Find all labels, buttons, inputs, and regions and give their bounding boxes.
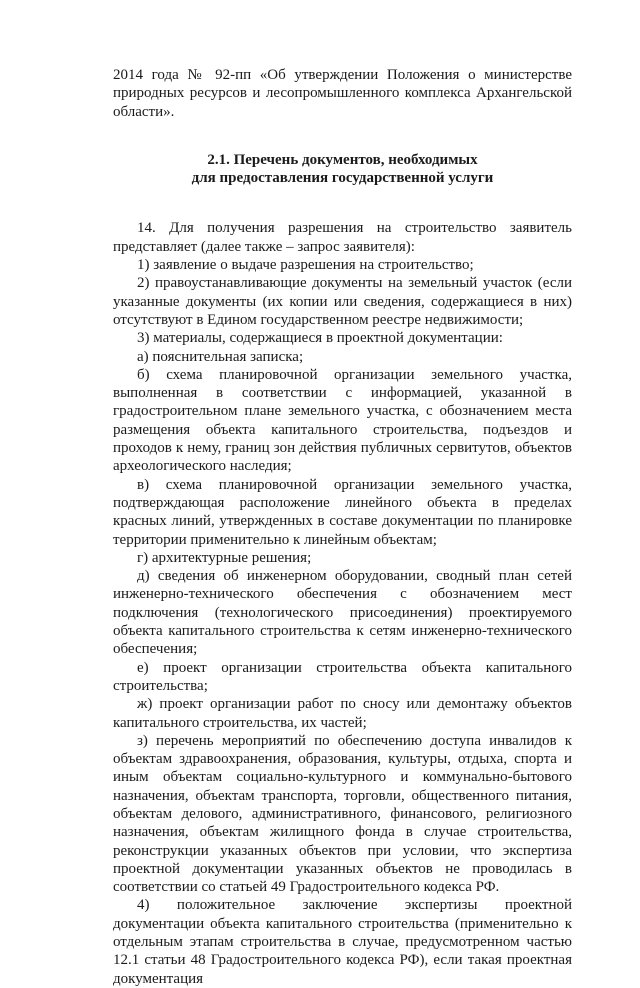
paragraph-item-1: 1) заявление о выдаче разрешения на строительство; — [137, 257, 474, 274]
paragraph-14: 14. Для получения разрешения на строительство заявитель представляет (далее также – запрос заявителя): — [113, 220, 572, 255]
paragraph-item-3e: е) проект организации строительства объекта капитального строительства; — [113, 659, 572, 694]
document-body — [113, 66, 572, 988]
section-heading-line-1: 2.1. Перечень документов, необходимых — [207, 151, 478, 168]
intro-paragraph: 2014 года № 92-пп «Об утверждении Положения о министерстве природных ресурсов и лесопромышленного комплекса Архангельской области». — [113, 67, 572, 120]
section-heading — [113, 151, 572, 188]
paragraph-item-4: 4) положительное заключение экспертизы проектной документации объекта капитального строительства (применительно к отдельным этапам строительства в случае, предусмотренном частью 12.1 статьи 48 Градостроительного кодекса РФ), если такая проектная документация — [113, 897, 572, 987]
paragraph-item-3a: а) пояснительная записка; — [137, 348, 304, 365]
paragraph-item-3: 3) материалы, содержащиеся в проектной документации: — [137, 330, 503, 347]
paragraph-item-3b: б) схема планировочной организации земельного участка, выполненная в соответствии с информацией, указанной в градостроительном плане земельного участка, с обозначением места размещения объекта капитального строительства, подъездов и проходов к нему, границ зон действия публичных сервитутов, объектов археологического наследия; — [113, 366, 572, 475]
paragraph-item-3d: д) сведения об инженерном оборудовании, сводный план сетей инженерно-технического обеспечения с обозначением мест подключения (технологического присоединения) проектируемого объекта капитального строительства к сетям инженерно-технического обеспечения; — [113, 568, 572, 658]
paragraph-item-2: 2) правоустанавливающие документы на земельный участок (если указанные документы (их копии или сведения, содержащиеся в них) отсутствуют в Едином государственном реестре недвижимости; — [113, 275, 572, 328]
paragraph-item-3g: г) архитектурные решения; — [137, 549, 312, 566]
section-heading-line-2: для предоставления государственной услуги — [191, 170, 494, 187]
paragraph-item-3v: в) схема планировочной организации земельного участка, подтверждающая расположение линейного объекта в пределах красных линий, утвержденных в составе документации по планировке территории применительно к линейным объектам; — [113, 476, 572, 548]
paragraph-item-3zh: ж) проект организации работ по сносу или демонтажу объектов капитального строительства, их частей; — [113, 696, 572, 731]
paragraph-item-3z: з) перечень мероприятий по обеспечению доступа инвалидов к объектам здравоохранения, образования, культуры, отдыха, спорта и иным объектам социально-культурного и коммунально-бытового назначения, объектам транспорта, торговли, общественного питания, объектам делового, административного, финансового, религиозного назначения, объектам жилищного фонда в случае строительства, реконструкции указанных объектов при условии, что экспертиза проектной документации указанных объектов не проводилась в соответствии со статьей 49 Градостроительного кодекса РФ. — [113, 732, 572, 896]
